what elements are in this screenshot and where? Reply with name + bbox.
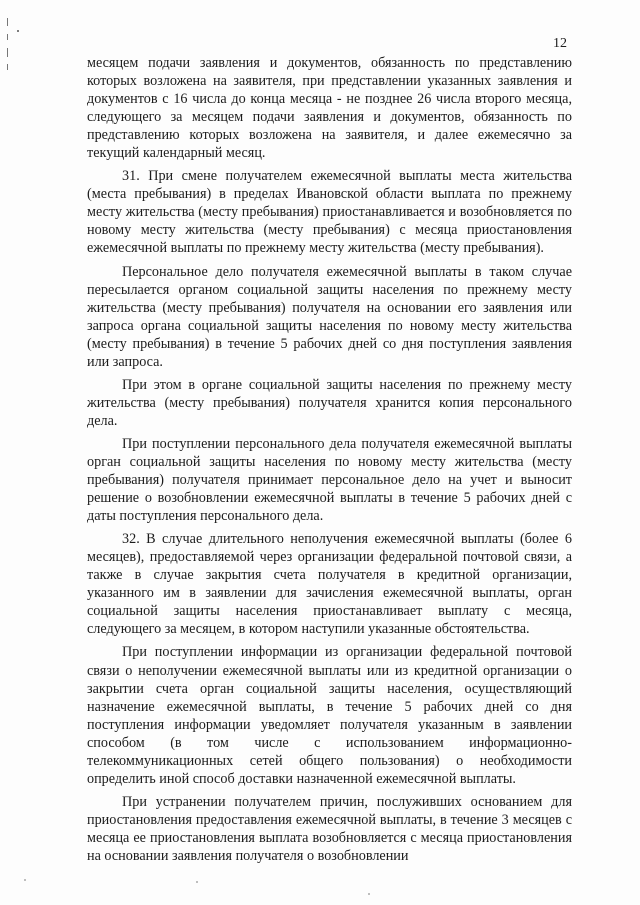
paragraph-file-receipt: При поступлении персонального дела получателя ежемесячной выплаты орган социальной защиты населения по новому месту жительства (месту пребывания) получателя принимает персональное дело на учет и выносит решение о возобновлении ежемесячной выплаты в течение 5 рабочих дней с даты поступления персонального дела. bbox=[87, 435, 572, 525]
paragraph-resumption: При устранении получателем причин, послуживших основанием для приостановления предоставления ежемесячной выплаты, в течение 3 месяцев с месяца ее приостановления выплата возобновляется с месяца приостановления на основании заявления получателя о возобновлении bbox=[87, 793, 572, 864]
paragraph-file-copy: При этом в органе социальной защиты населения по прежнему месту жительства (месту пребывания) получателя хранится копия персонального дела. bbox=[87, 376, 572, 429]
body-text bbox=[87, 54, 572, 865]
paragraph-32: 32. В случае длительного неполучения ежемесячной выплаты (более 6 месяцев), предоставляемой через организации федеральной почтовой связи, а также в случае закрытия счета получателя в кредитной организации, указанного им в заявлении для зачисления ежемесячной выплаты, орган социальной защиты населения приостанавливает выплату с месяца, следующего за месяцем, в котором наступили указанные обстоятельства. bbox=[87, 531, 572, 638]
page-number: 12 bbox=[553, 36, 567, 51]
scan-margin-marks bbox=[3, 18, 15, 78]
paragraph-continuation: месяцем подачи заявления и документов, обязанность по представлению которых возложена на заявителя, при представлении указанных заявления и документов с 16 числа до конца месяца - не позднее 26 числа второго месяца, следующего за месяцем подачи заявления и документов, обязанность по представлению которых возложена на заявителя, и далее ежемесячно за текущий календарный месяц. bbox=[87, 55, 572, 162]
paragraph-notification: При поступлении информации из организации федеральной почтовой связи о неполучении ежемесячной выплаты или из кредитной организации о закрытии счета орган социальной защиты населения, осуществляющий назначение ежемесячной выплаты, в течение 5 рабочих дней со дня поступления информации уведомляет получателя указанным в заявлении способом (в том числе с использованием информационно-телекоммуникационных сетей общего пользования) о необходимости определить иной способ доставки назначенной ежемесячной выплаты. bbox=[87, 644, 572, 787]
paragraph-personal-file-transfer: Персональное дело получателя ежемесячной выплаты в таком случае пересылается органом социальной защиты населения по прежнему месту жительства (месту пребывания) получателя на основании его заявления или запроса органа социальной защиты населения по новому месту жительства (месту пребывания) в течение 5 рабочих дней со дня поступления заявления или запроса. bbox=[87, 263, 572, 370]
paragraph-31: 31. При смене получателем ежемесячной выплаты места жительства (места пребывания) в пределах Ивановской области выплата по прежнему месту жительства (месту пребывания) приостанавливается и возобновляется по новому месту жительства (месту пребывания) с месяца приостановления ежемесячной выплаты по прежнему месту жительства (месту пребывания). bbox=[87, 168, 572, 257]
